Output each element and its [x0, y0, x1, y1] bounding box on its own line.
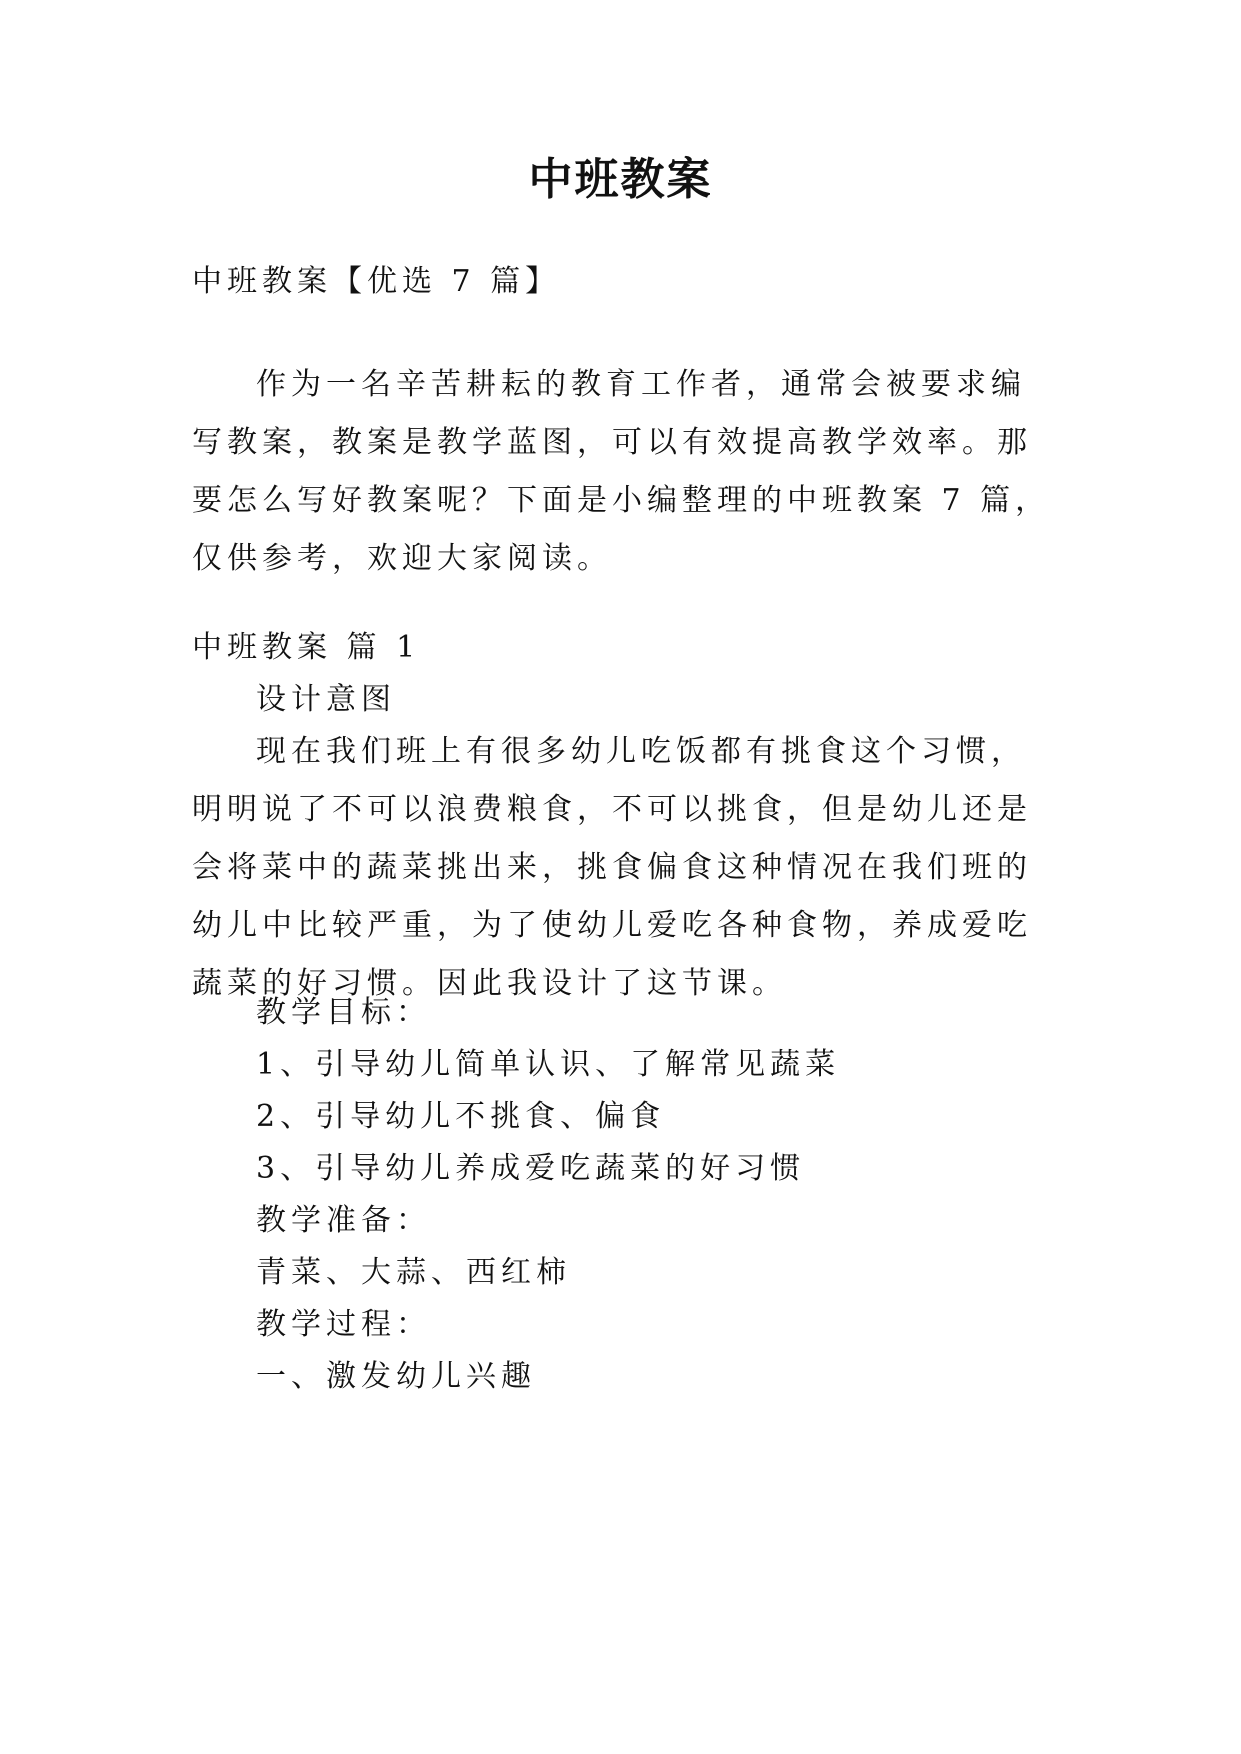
design-paragraph: 现在我们班上有很多幼儿吃饭都有挑食这个习惯，明明说了不可以浪费粮食，不可以挑食，但是幼儿还是会将菜中的蔬菜挑出来，挑食偏食这种情况在我们班的幼儿中比较严重，为了使幼儿爱吃各种食物，养成爱吃蔬菜的好习惯。因此我设计了这节课。	[192, 734, 1032, 1001]
goal-item: 3、引导幼儿养成爱吃蔬菜的好习惯	[256, 1151, 806, 1186]
process-step: 一、激发幼儿兴趣	[256, 1359, 536, 1394]
goal-item: 1、引导幼儿简单认识、了解常见蔬菜	[256, 1047, 841, 1082]
prep-heading: 教学准备：	[256, 1203, 431, 1238]
document-subtitle: 中班教案【优选 7 篇】	[192, 264, 561, 299]
process-heading: 教学过程：	[256, 1307, 431, 1342]
prep-items: 青菜、大蒜、西红柿	[256, 1255, 571, 1290]
design-heading: 设计意图	[256, 682, 396, 717]
goal-item: 2、引导幼儿不挑食、偏食	[256, 1099, 666, 1134]
page-title: 中班教案	[528, 154, 713, 205]
goals-heading: 教学目标：	[256, 995, 431, 1030]
section-heading: 中班教案 篇 1	[192, 630, 421, 665]
intro-paragraph: 作为一名辛苦耕耘的教育工作者，通常会被要求编写教案，教案是教学蓝图，可以有效提高教学效率。那要怎么写好教案呢？下面是小编整理的中班教案 7 篇，仅供参考，欢迎大家阅读。	[192, 367, 1051, 576]
